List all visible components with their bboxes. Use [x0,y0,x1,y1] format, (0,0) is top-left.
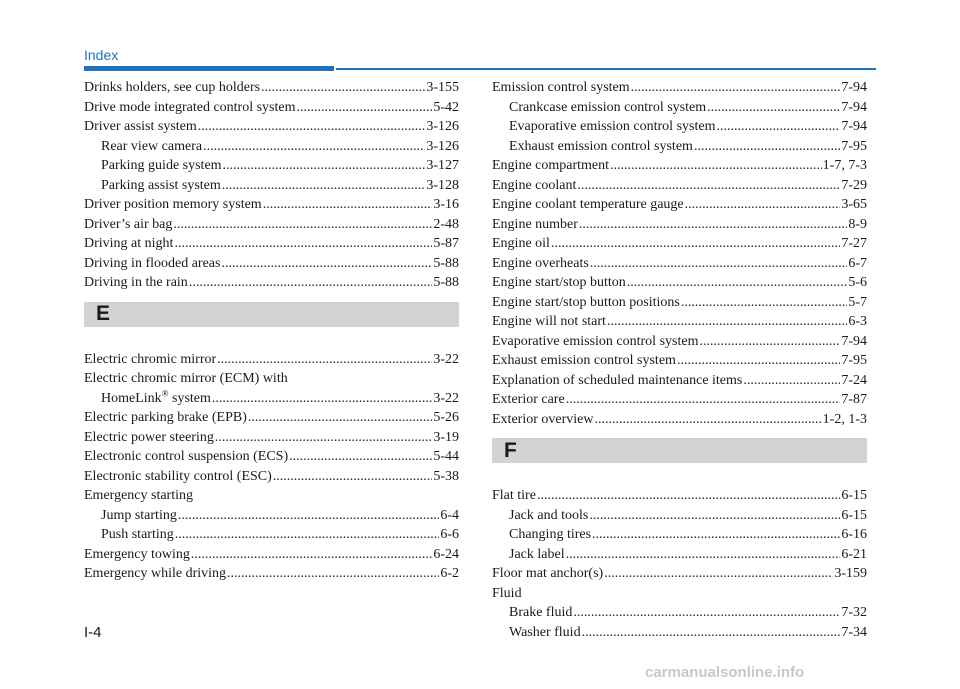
index-subentry [492,100,867,120]
index-entry [84,119,459,139]
dot-leader [289,449,432,465]
index-group-f [492,488,867,644]
index-entry [84,80,459,100]
index-column-right [492,80,867,644]
entry-term: Electric parking brake (EPB) [84,410,247,425]
page-reference: 3-128 [426,177,459,193]
entry-term: Evaporative emission control system [509,119,716,134]
entry-term: Push starting [101,527,174,542]
entry-term: Electric chromic mirror (ECM) with [84,371,288,386]
entry-term: Engine will not start [492,314,606,329]
entry-term: Engine start/stop button positions [492,294,680,310]
entry-term: Driving at night [84,236,174,251]
index-entry [492,80,867,100]
letter-heading-e [84,302,459,327]
index-entry [492,197,867,217]
dot-leader [577,178,840,194]
index-subentry [84,158,459,178]
index-entry [492,236,867,256]
header-rule-thin [336,68,876,70]
entry-term: Engine overheats [492,255,589,271]
index-entry [84,256,459,276]
entry-term: Drive mode integrated control system [84,99,296,115]
index-entry [492,412,867,432]
dot-leader [297,100,433,116]
dot-leader [590,256,848,272]
page-reference: 7-94 [841,119,867,134]
page-reference: 3-16 [433,197,459,212]
index-entry [492,334,867,354]
page-reference: 5-6 [848,275,867,290]
page-reference: 1-7, 7-3 [822,158,867,173]
entry-term: Exhaust emission control system [509,138,693,154]
dot-leader [178,508,439,524]
index-entry [84,469,459,489]
index-group-e [84,352,459,586]
page-reference: 3-126 [426,119,459,134]
dot-leader [694,139,840,155]
page-reference: 7-87 [841,392,867,407]
dot-leader [573,605,840,621]
page-reference: 5-88 [433,255,459,271]
entry-term: Emergency towing [84,546,190,562]
index-subentry [492,119,867,139]
page-reference: 5-26 [433,410,459,425]
page-reference: 3-155 [426,80,459,95]
index-entry [492,586,867,606]
page-reference: 3-22 [433,390,459,406]
dot-leader [248,410,432,426]
page-reference: 1-2, 1-3 [822,411,867,427]
page-reference: 8-9 [848,216,867,232]
dot-leader [223,158,426,174]
entry-term: Emergency while driving [84,566,227,581]
entry-term: Exhaust emission control system [492,353,676,368]
letter-heading-label: F [504,438,517,462]
entry-term: Engine oil [492,236,550,251]
dot-leader [582,625,841,641]
entry-term: Jack label [509,546,565,562]
dot-leader [743,373,840,389]
index-entry [492,256,867,276]
page-reference: 3-126 [426,138,459,154]
page-reference: 6-6 [440,527,459,542]
index-entry [492,178,867,198]
dot-leader [607,314,847,330]
page-reference: 6-16 [841,527,867,542]
index-entry [84,275,459,295]
entry-term: Parking assist system [101,177,221,193]
page-reference: 5-87 [433,236,459,251]
index-entry [492,566,867,586]
page-reference: 7-95 [841,138,867,154]
entry-term: Floor mat anchor(s) [492,566,604,581]
index-entry [84,100,459,120]
page-reference: 6-7 [848,255,867,271]
header-rule-thick [84,66,334,71]
dot-leader [677,353,840,369]
dot-leader [227,566,439,582]
index-subentry [492,547,867,567]
watermark: carmanualsonline.info [645,664,805,681]
page-reference: 6-21 [841,546,867,562]
dot-leader [189,275,433,291]
dot-leader [215,430,433,446]
dot-leader [716,119,840,135]
dot-leader [212,391,432,407]
index-entry [84,236,459,256]
page-reference: 5-38 [433,468,459,484]
index-entry [84,217,459,237]
dot-leader [627,275,848,291]
entry-term: Emission control system [492,80,630,95]
dot-leader [685,197,841,213]
entry-term: Emergency starting [84,488,193,503]
dot-leader [175,527,440,543]
index-entry [492,314,867,334]
page-reference: 7-95 [841,353,867,368]
entry-term: Driver’s air bag [84,216,173,232]
index-group-d [84,80,459,295]
dot-leader [222,178,426,194]
page-reference: 5-42 [433,99,459,115]
entry-term: Driver position memory system [84,197,262,212]
dot-leader [604,566,833,582]
entry-term: Exterior overview [492,411,594,427]
page-reference: 3-19 [433,429,459,445]
entry-term: Rear view camera [101,138,203,154]
page-reference: 7-24 [841,372,867,388]
index-entry [492,275,867,295]
entry-term: Engine compartment [492,158,610,173]
entry-term: Electric power steering [84,429,214,445]
dot-leader [203,139,425,155]
page-reference: 5-88 [433,275,459,290]
index-entry [84,197,459,217]
index-entry [492,392,867,412]
index-entry [84,430,459,450]
entry-term: Crankcase emission control system [509,99,707,115]
entry-term: Electric chromic mirror [84,351,217,367]
index-column-left [84,80,459,586]
registered-mark: ® [161,387,169,398]
page-number: I-4 [84,624,102,641]
index-entry [492,353,867,373]
dot-leader [174,236,432,252]
page-reference: 3-159 [834,566,867,581]
index-subentry [84,178,459,198]
entry-term: Flat tire [492,488,536,503]
index-subentry [492,139,867,159]
section-title: Index [84,47,119,63]
entry-term: Exterior care [492,392,565,407]
entry-term: Engine number [492,216,578,232]
dot-leader [594,412,821,428]
entry-term: Engine start/stop button [492,275,626,290]
index-subentry [492,605,867,625]
entry-term: Washer fluid [509,624,581,640]
index-subentry [492,527,867,547]
index-subentry [84,527,459,547]
entry-term: Changing tires [509,527,592,542]
entry-term: Parking guide system [101,158,222,173]
entry-term: Electronic control suspension (ECS) [84,449,289,464]
index-entry [492,295,867,315]
dot-leader [537,488,840,504]
letter-heading-f [492,438,867,463]
page-reference: 6-4 [440,507,459,523]
page-reference: 7-32 [841,605,867,620]
index-subentry [492,508,867,528]
page-reference: 3-127 [426,158,459,173]
dot-leader [263,197,433,213]
index-entry [84,488,459,508]
dot-leader [589,508,840,524]
dot-leader [610,158,822,174]
entry-term: Jump starting [101,507,177,523]
dot-leader [273,469,433,485]
index-entry [84,547,459,567]
entry-term: Explanation of scheduled maintenance items [492,372,743,388]
dot-leader [579,217,847,233]
page-reference: 6-24 [433,546,459,562]
page-reference: 6-3 [848,314,867,329]
index-entry [84,449,459,469]
dot-leader [566,392,841,408]
dot-leader [631,80,841,96]
dot-leader [191,547,432,563]
page-reference: 7-94 [841,333,867,349]
dot-leader [551,236,840,252]
entry-term: Driver assist system [84,119,197,134]
dot-leader [681,295,847,311]
page-reference: 7-94 [841,80,867,95]
dot-leader [707,100,840,116]
index-entry [84,566,459,586]
index-entry [492,158,867,178]
dot-leader [699,334,840,350]
page-reference: 6-15 [841,488,867,503]
entry-term: HomeLink® system [101,387,211,406]
page-reference: 2-48 [433,216,459,232]
index-entry [492,488,867,508]
dot-leader [217,352,432,368]
entry-term: Electronic stability control (ESC) [84,468,272,484]
entry-term: Engine coolant temperature gauge [492,197,684,212]
page-reference: 7-34 [841,624,867,640]
dot-leader [566,547,841,563]
dot-leader [173,217,432,233]
dot-leader [198,119,426,135]
dot-leader [592,527,840,543]
index-entry [84,410,459,430]
dot-leader [221,256,432,272]
page-reference: 7-94 [841,99,867,115]
index-subentry [84,139,459,159]
entry-term: Evaporative emission control system [492,333,699,349]
index-entry [492,373,867,393]
page-reference: 6-15 [841,507,867,523]
page-reference: 6-2 [440,566,459,581]
page-reference: 3-65 [841,197,867,212]
page-reference: 7-29 [841,177,867,193]
entry-term: Driving in the rain [84,275,188,290]
entry-term: Engine coolant [492,177,577,193]
entry-term: Driving in flooded areas [84,255,221,271]
page-reference: 5-44 [433,449,459,464]
entry-term: Drinks holders, see cup holders [84,80,261,95]
index-entry [84,352,459,372]
dot-leader [261,80,425,96]
letter-heading-label: E [96,302,111,325]
entry-term: Fluid [492,585,522,601]
entry-term: Jack and tools [509,507,589,523]
index-subentry [84,508,459,528]
entry-term: Brake fluid [509,605,573,620]
page-reference: 5-7 [848,294,867,310]
index-entry [84,371,459,391]
page-reference: 7-27 [841,236,867,251]
index-subentry [492,625,867,645]
index-group-e-continued [492,80,867,431]
page-reference: 3-22 [433,351,459,367]
index-entry [492,217,867,237]
index-subentry [84,387,459,411]
